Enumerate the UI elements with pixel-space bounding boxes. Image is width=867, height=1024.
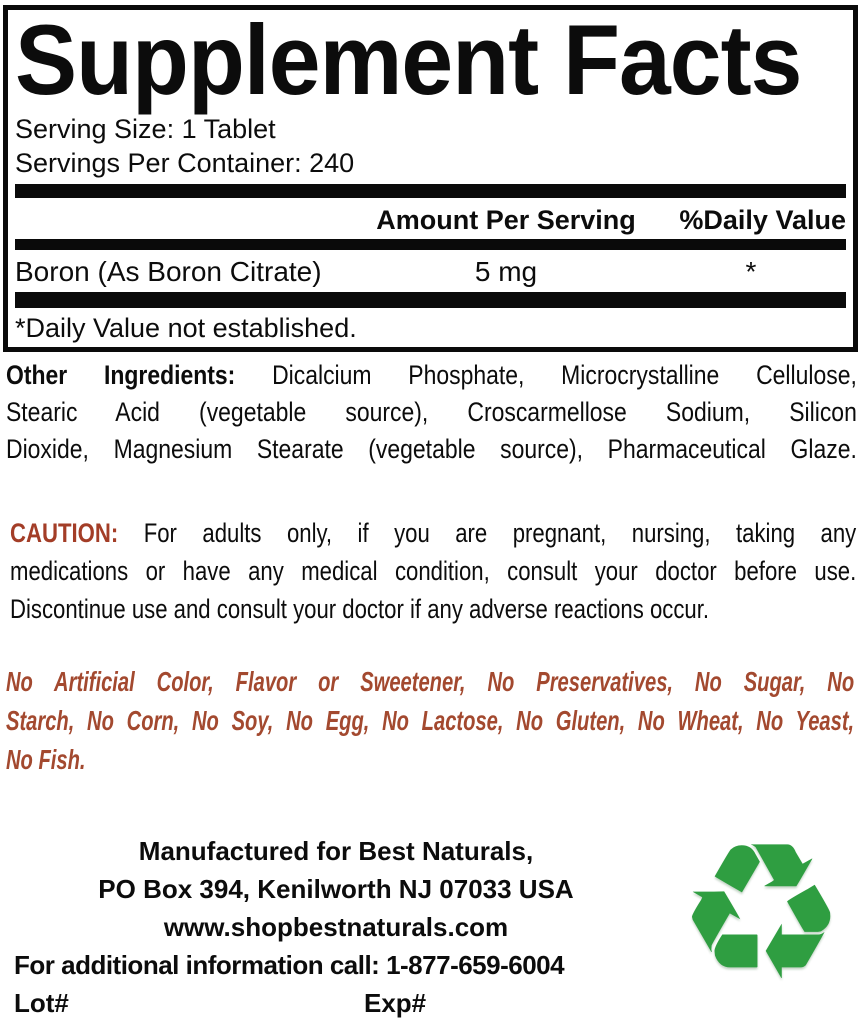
serving-size: Serving Size: 1 Tablet [15,114,276,144]
other-ingredients-paragraph [6,357,857,468]
claims-line-2: Starch, No Corn, No Soy, No Egg, No Lactose, No Gluten, No Wheat, No Yeast, [6,705,855,736]
facts-title-row [15,4,846,115]
caution-line-3: Discontinue use and consult your doctor if any adverse reactions occur. [10,594,710,624]
facts-header-row [15,198,846,239]
nutrient-daily-value: * [745,256,757,287]
facts-panel [3,5,858,352]
nutrient-row [15,250,846,292]
caution-line-1 [10,514,856,552]
recycle-icon: ♻ [676,802,847,1023]
caution-label: CAUTION: [10,518,119,548]
other-ingredients-line-2: Stearic Acid (vegetable source), Croscarmellose Sodium, Silicon [6,397,857,427]
manufacturer-block [0,832,672,946]
column-header-amount: Amount Per Serving [376,205,636,235]
facts-title: Supplement Facts [15,4,802,115]
manufacturer-line-2: PO Box 394, Kenilworth NJ 07033 USA [98,874,574,904]
manufacturer-website: www.shopbestnaturals.com [163,912,509,942]
nutrient-name: Boron (As Boron Citrate) [15,256,322,287]
lot-exp-row [14,988,634,1019]
servings-per-container: Servings Per Container: 240 [15,148,355,178]
daily-value-footnote: *Daily Value not established. [15,313,357,343]
other-ingredients-label: Other Ingredients: [6,360,236,390]
claims-line-1: No Artificial Color, Flavor or Sweetener, No Preservatives, No Sugar, No [6,666,855,697]
caution-paragraph [10,514,856,628]
additional-info-line: For additional information call: 1-877-659-6004 [14,950,565,980]
lot-label: Lot# [14,988,69,1018]
caution-text-1: For adults only, if you are pregnant, nursing, taking any [118,518,857,548]
claims-paragraph [6,662,854,779]
column-header-daily-value: %Daily Value [679,205,846,235]
claims-line-3: No Fish. [6,744,86,775]
nutrient-amount: 5 mg [474,256,538,287]
mid-divider [15,239,846,250]
thick-divider-top [15,184,846,198]
caution-line-2: medications or have any medical condition, consult your doctor before use. [10,556,857,586]
manufacturer-line-1: Manufactured for Best Naturals, [138,836,534,866]
thick-divider-bottom [15,292,846,308]
other-ingredients-line-1 [6,357,857,394]
other-ingredients-text-1: Dicalcium Phosphate, Microcrystalline Cellulose, [235,360,857,390]
other-ingredients-line-3: Dioxide, Magnesium Stearate (vegetable source), Pharmaceutical Glaze. [6,434,857,464]
exp-label: Exp# [364,988,427,1018]
